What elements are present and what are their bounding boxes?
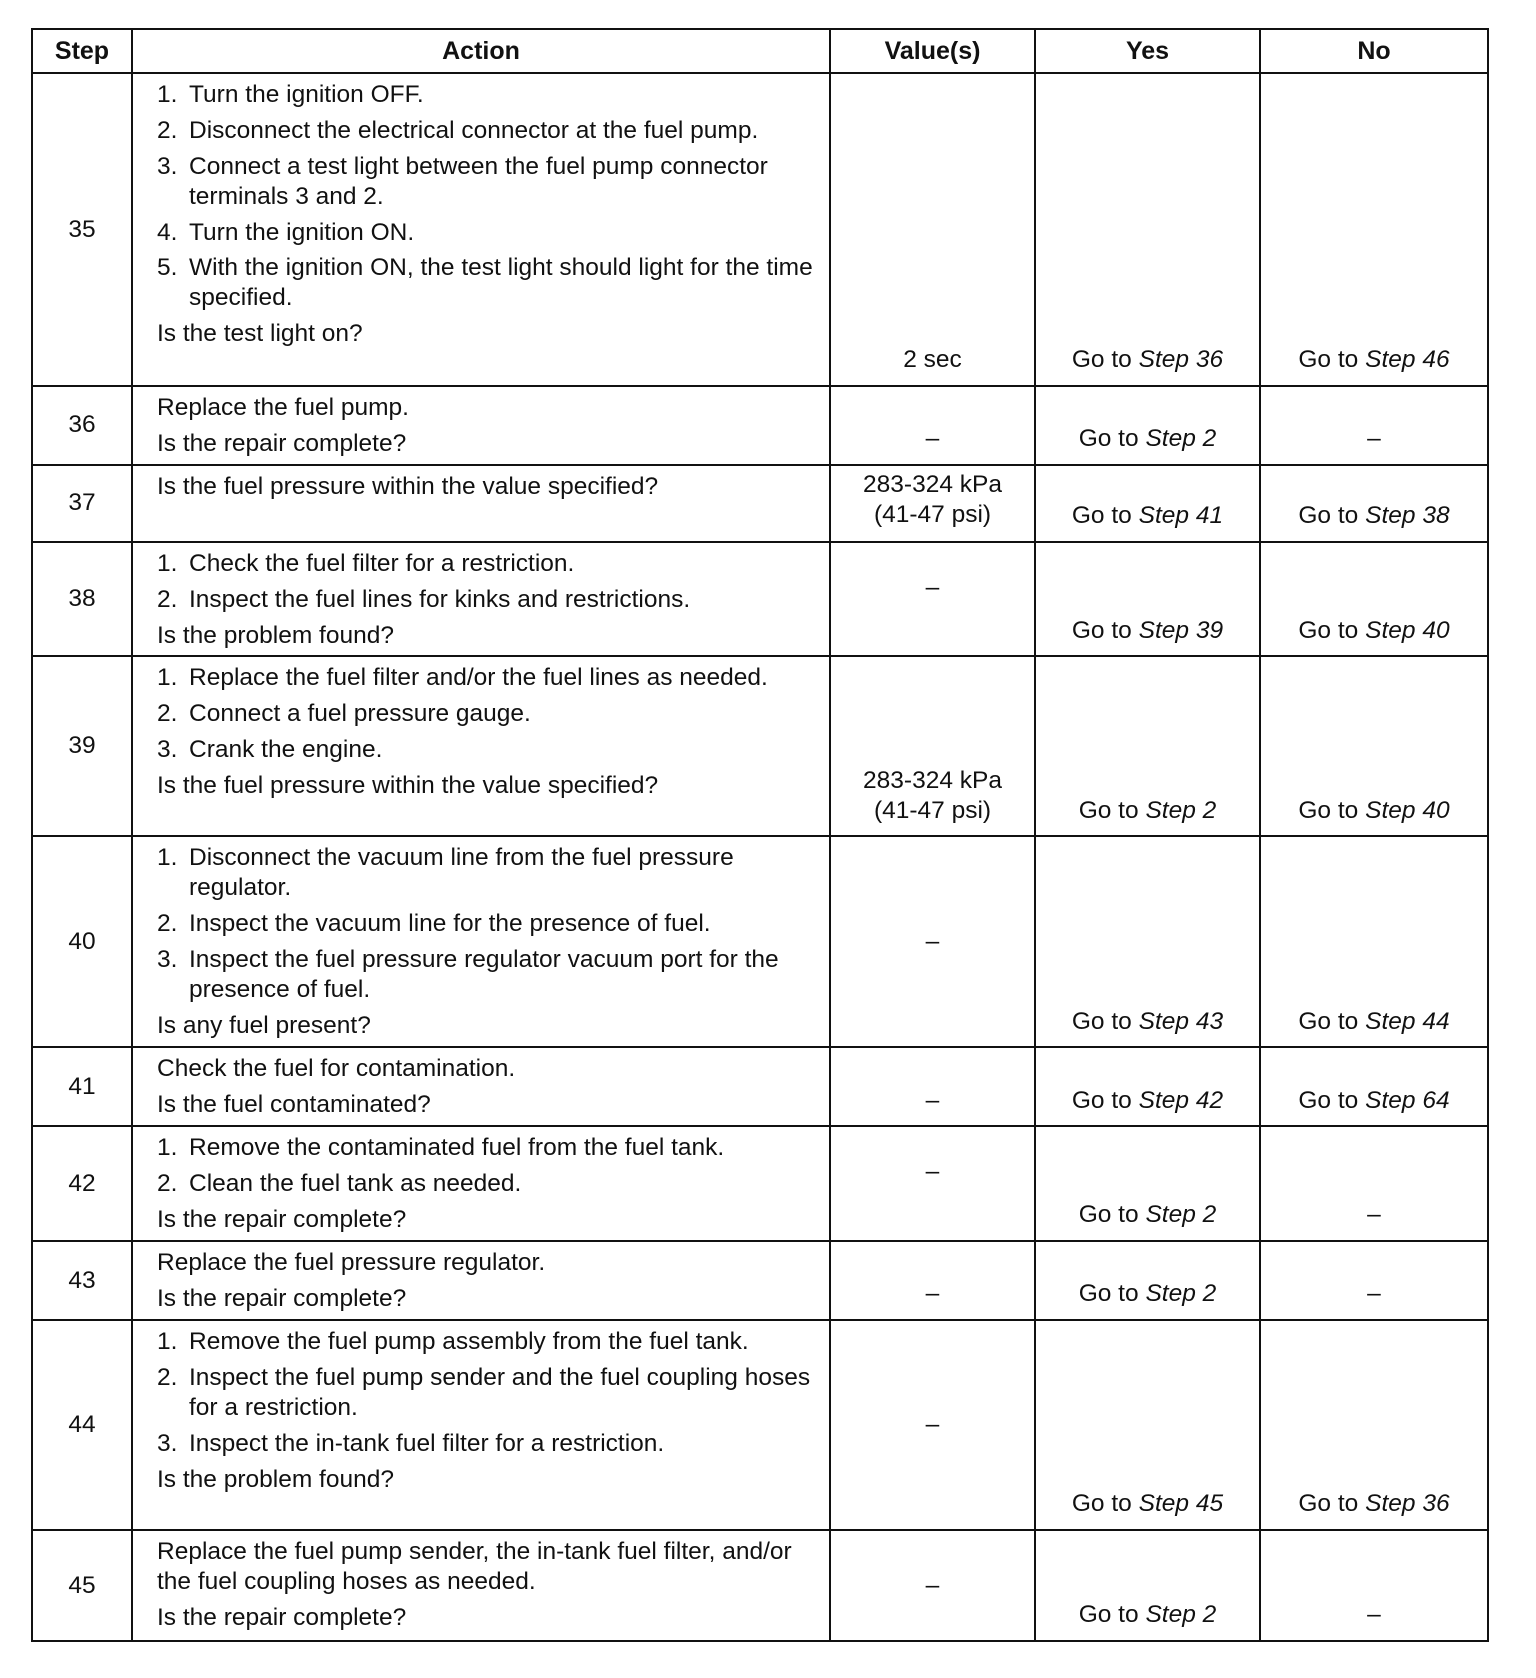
action-cell: [132, 836, 830, 1047]
value-line: 283-324 kPa: [863, 766, 1002, 794]
table-row: [32, 1241, 1488, 1320]
list-item: 3. Connect a test light between the fuel pump connector terminals 3 and 2.: [157, 152, 768, 210]
value-cell: –: [830, 542, 1035, 657]
action-list: [157, 663, 815, 765]
value-cell: –: [830, 386, 1035, 465]
step-number: 37: [32, 465, 132, 542]
value-cell: –: [830, 836, 1035, 1047]
value-line: (41-47 psi): [873, 500, 992, 528]
action-question: Is the repair complete?: [157, 1603, 407, 1631]
list-item: 2. Inspect the fuel lines for kinks and restrictions.: [157, 585, 691, 613]
no-cell: Go to Step 46: [1260, 73, 1488, 386]
action-question: Is the problem found?: [157, 621, 394, 649]
list-item: 2. Connect a fuel pressure gauge.: [157, 700, 531, 728]
action-question: Is any fuel present?: [157, 1011, 371, 1039]
action-question: Is the fuel contaminated?: [157, 1091, 431, 1119]
step-number: 40: [32, 836, 132, 1047]
table-row: [32, 73, 1488, 386]
list-item: 2. Inspect the fuel pump sender and the fuel coupling hoses for a restriction.: [157, 1363, 811, 1421]
value-cell: –: [830, 1126, 1035, 1241]
yes-cell: Go to Step 42: [1035, 1047, 1260, 1126]
list-item: 2. Clean the fuel tank as needed.: [157, 1170, 522, 1198]
value-cell: –: [830, 1530, 1035, 1641]
list-item: 3. Inspect the fuel pressure regulator vacuum port for the presence of fuel.: [157, 946, 779, 1003]
action-question: Is the repair complete?: [157, 1206, 407, 1234]
action-question: Is the fuel pressure within the value specified?: [157, 772, 659, 799]
list-item: 1. Remove the fuel pump assembly from the fuel tank.: [157, 1328, 749, 1355]
value-cell: [830, 465, 1035, 542]
table-row: [32, 1320, 1488, 1530]
list-item: 4. Turn the ignition ON.: [157, 218, 415, 246]
table-row: [32, 465, 1488, 542]
action-question: Is the repair complete?: [157, 1284, 407, 1312]
action-text: Replace the fuel pump.: [157, 394, 409, 421]
value-line: (41-47 psi): [873, 796, 992, 824]
list-item: 3. Crank the engine.: [157, 736, 383, 764]
value-cell: [830, 656, 1035, 836]
step-number: 44: [32, 1320, 132, 1530]
no-cell: –: [1260, 1241, 1488, 1320]
table-row: [32, 542, 1488, 657]
list-item: 1. Remove the contaminated fuel from the fuel tank.: [157, 1134, 725, 1162]
list-item: 1. Replace the fuel filter and/or the fuel lines as needed.: [157, 664, 768, 692]
no-cell: Go to Step 38: [1260, 465, 1488, 542]
action-cell: [132, 73, 830, 386]
yes-cell: Go to Step 2: [1035, 1241, 1260, 1320]
header-action: Action: [132, 29, 830, 73]
no-cell: Go to Step 44: [1260, 836, 1488, 1047]
no-cell: Go to Step 40: [1260, 542, 1488, 657]
no-cell: –: [1260, 386, 1488, 465]
step-number: 41: [32, 1047, 132, 1126]
action-list: [157, 80, 815, 313]
action-text: Replace the fuel pump sender, the in-tank fuel filter, and/or the fuel coupling hoses as needed.: [157, 1538, 792, 1595]
action-question: Is the repair complete?: [157, 429, 407, 457]
action-cell: [132, 1047, 830, 1126]
yes-cell: Go to Step 43: [1035, 836, 1260, 1047]
action-cell: [132, 1320, 830, 1530]
action-question: Is the problem found?: [157, 1465, 394, 1493]
value-cell: –: [830, 1320, 1035, 1530]
yes-cell: Go to Step 39: [1035, 542, 1260, 657]
list-item: 1. Disconnect the vacuum line from the fuel pressure regulator.: [157, 844, 734, 902]
action-cell: [132, 1126, 830, 1241]
header-row: [32, 29, 1488, 73]
step-number: 42: [32, 1126, 132, 1241]
yes-cell: Go to Step 45: [1035, 1320, 1260, 1530]
step-number: 45: [32, 1530, 132, 1641]
value-cell: 2 sec: [830, 73, 1035, 386]
header-step: Step: [32, 29, 132, 73]
diagnostic-table: [31, 28, 1489, 1642]
yes-cell: Go to Step 2: [1035, 1126, 1260, 1241]
yes-cell: Go to Step 2: [1035, 386, 1260, 465]
step-number: 39: [32, 656, 132, 836]
yes-cell: Go to Step 36: [1035, 73, 1260, 386]
table-row: [32, 1530, 1488, 1641]
value-cell: –: [830, 1241, 1035, 1320]
table-row: [32, 656, 1488, 836]
table-row: [32, 386, 1488, 465]
header-no: No: [1260, 29, 1488, 73]
step-number: 38: [32, 542, 132, 657]
list-item: 2. Disconnect the electrical connector at the fuel pump.: [157, 116, 759, 144]
list-item: 5. With the ignition ON, the test light should light for the time specified.: [157, 254, 813, 312]
list-item: 3. Inspect the in-tank fuel filter for a restriction.: [157, 1429, 665, 1457]
header-yes: Yes: [1035, 29, 1260, 73]
value-cell: –: [830, 1047, 1035, 1126]
no-cell: Go to Step 40: [1260, 656, 1488, 836]
step-number: 36: [32, 386, 132, 465]
action-list: [157, 549, 815, 615]
action-text: Check the fuel for contamination.: [157, 1055, 516, 1083]
action-cell: [132, 386, 830, 465]
action-list: [157, 843, 815, 1004]
table-row: [32, 836, 1488, 1047]
yes-cell: Go to Step 2: [1035, 656, 1260, 836]
no-cell: Go to Step 64: [1260, 1047, 1488, 1126]
no-cell: –: [1260, 1126, 1488, 1241]
action-cell: [132, 656, 830, 836]
list-item: 1. Check the fuel filter for a restriction.: [157, 549, 575, 577]
no-cell: –: [1260, 1530, 1488, 1641]
header-values: Value(s): [830, 29, 1035, 73]
action-cell: [132, 542, 830, 657]
step-number: 43: [32, 1241, 132, 1320]
table-row: [32, 1047, 1488, 1126]
action-cell: [132, 465, 830, 542]
table-row: [32, 1126, 1488, 1241]
step-number: 35: [32, 73, 132, 386]
yes-cell: Go to Step 2: [1035, 1530, 1260, 1641]
no-cell: Go to Step 36: [1260, 1320, 1488, 1530]
action-question: Is the fuel pressure within the value specified?: [157, 472, 659, 500]
yes-cell: Go to Step 41: [1035, 465, 1260, 542]
list-item: 1. Turn the ignition OFF.: [157, 81, 424, 108]
list-item: 2. Inspect the vacuum line for the presence of fuel.: [157, 910, 711, 938]
action-list: [157, 1133, 815, 1199]
action-text: Replace the fuel pressure regulator.: [157, 1249, 546, 1276]
action-cell: [132, 1241, 830, 1320]
value-line: 283-324 kPa: [863, 470, 1002, 498]
action-question: Is the test light on?: [157, 320, 363, 348]
action-list: [157, 1327, 815, 1459]
action-cell: [132, 1530, 830, 1641]
